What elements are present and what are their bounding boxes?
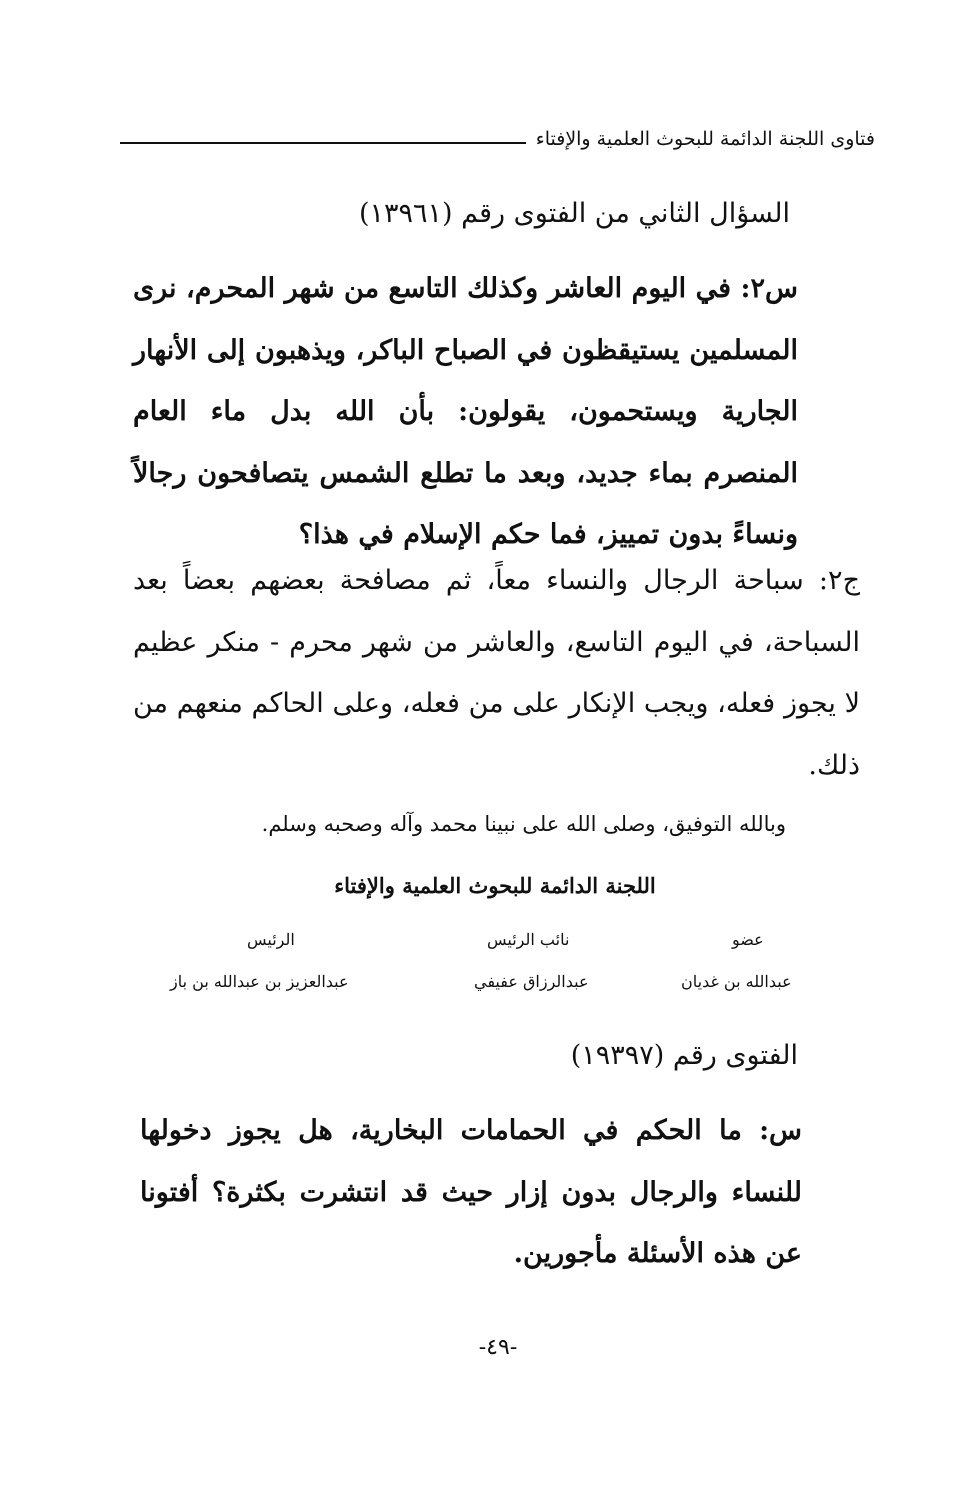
- running-header-title: فتاوى اللجنة الدائمة للبحوث العلمية والإفتاء: [535, 128, 875, 150]
- signatory-role-member: عضو: [732, 930, 764, 949]
- fatwa-heading-13961: السؤال الثاني من الفتوى رقم (١٣٩٦١): [358, 198, 790, 229]
- question-steam-baths-paragraph: س: ما الحكم في الحمامات البخارية، هل يجوز دخولها للنساء والرجال بدون إزار حيث قد انتشرت بكثرة؟ أفتونا عن هذه الأسئلة مأجورين.: [140, 1115, 802, 1269]
- signatory-name-vice-president: عبدالرزاق عفيفي: [474, 972, 589, 991]
- page-number: -٤٩-: [478, 1335, 518, 1360]
- closing-formula: وبالله التوفيق، وصلى الله على نبينا محمد وآله وصحبه وسلم.: [261, 812, 786, 836]
- signatory-name-member: عبدالله بن غديان: [681, 972, 792, 991]
- header-rule: [120, 142, 526, 144]
- fatwa-heading-19397: الفتوى رقم (١٩٣٩٧): [570, 1040, 798, 1071]
- answer-2-paragraph: ج٢: سباحة الرجال والنساء معاً، ثم مصافحة بعضهم بعضاً بعد السباحة، في اليوم التاسع، والعاشر من شهر محرم - منكر عظيم لا يجوز فعله، ويجب الإنكار على من فعله، وعلى الحاكم منعهم من ذلك.: [133, 565, 860, 781]
- committee-name: اللجنة الدائمة للبحوث العلمية والإفتاء: [334, 873, 656, 898]
- signatory-role-vice-president: نائب الرئيس: [487, 930, 570, 949]
- signatory-role-president: الرئيس: [247, 930, 295, 949]
- running-header: [120, 128, 875, 150]
- signatory-name-president: عبدالعزيز بن عبدالله بن باز: [170, 972, 349, 991]
- question-2-paragraph: س٢: في اليوم العاشر وكذلك التاسع من شهر المحرم، نرى المسلمين يستيقظون في الصباح الباكر، ويذهبون إلى الأنهار الجارية ويستحمون، يقولون: بأن الله بدل ماء العام المنصرم بماء جديد، وبعد ما تطلع الشمس يتصافحون رجالاً ونساءً بدون تمييز، فما حكم الإسلام في هذا؟: [133, 273, 799, 550]
